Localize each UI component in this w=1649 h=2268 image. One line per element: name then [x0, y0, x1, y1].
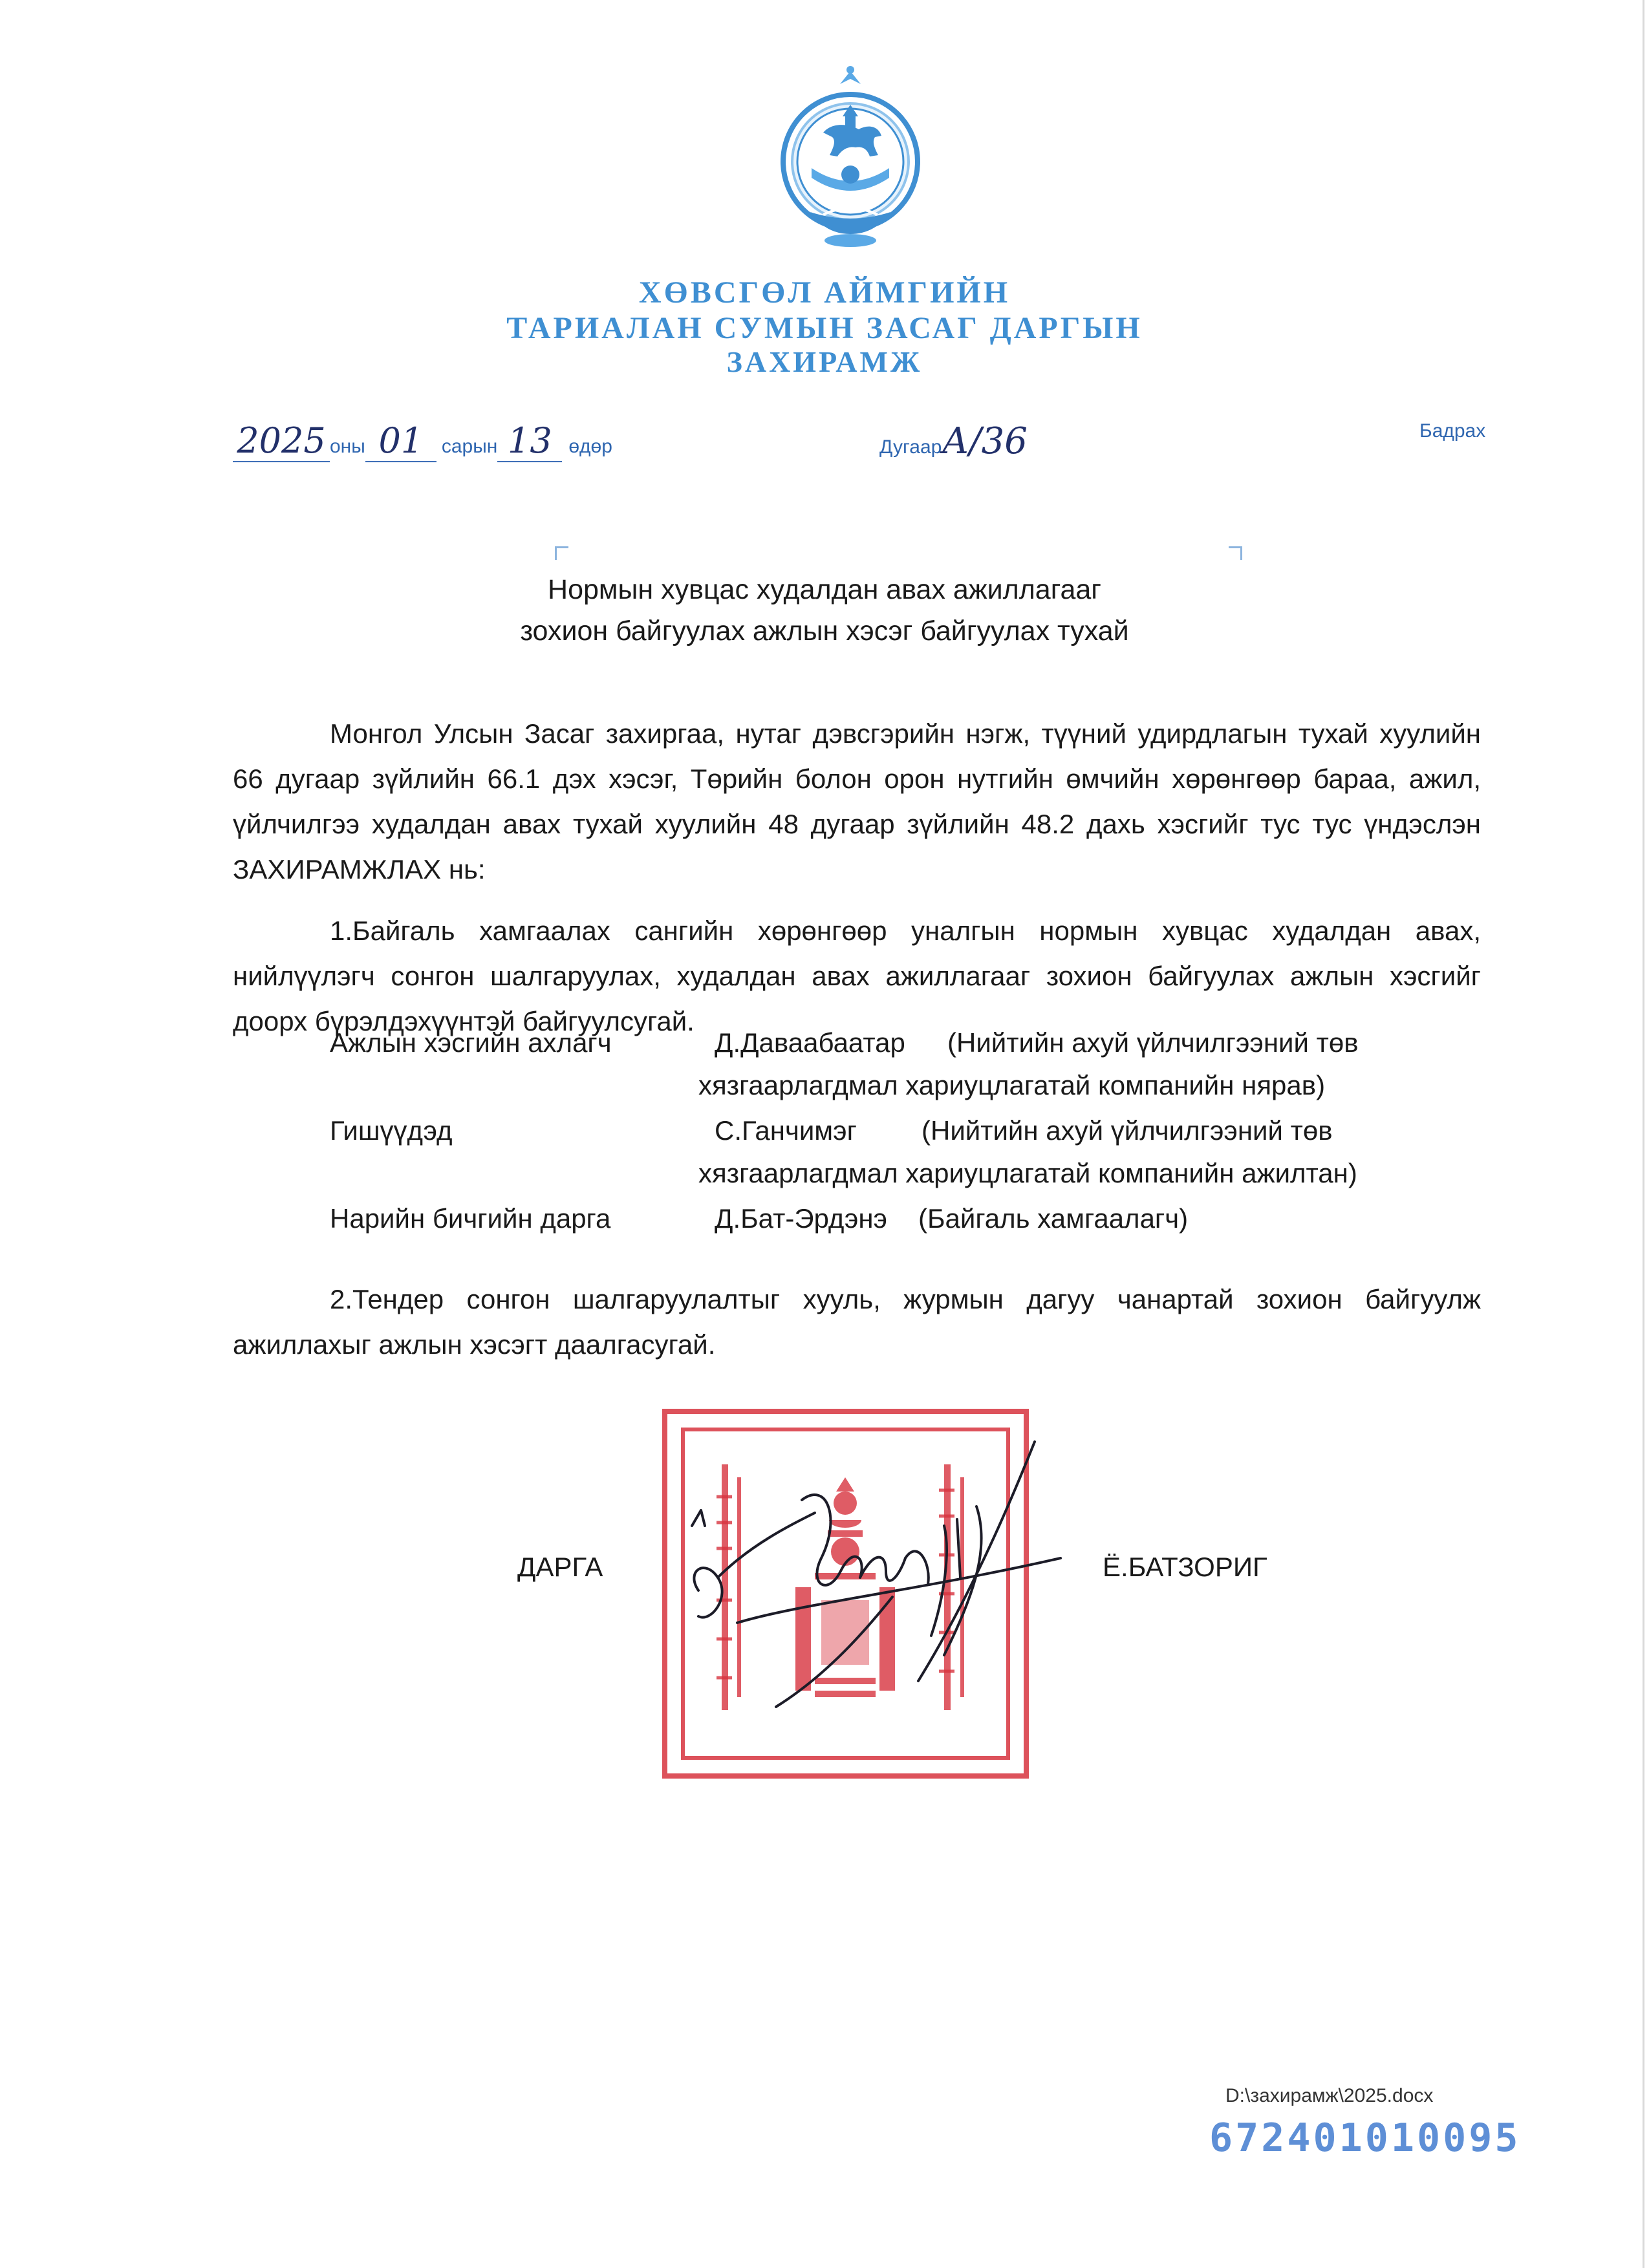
title-corner-right [1229, 546, 1242, 560]
date-day: 13 [497, 420, 562, 462]
preamble-text: Монгол Улсын Засаг захиргаа, нутаг дэвсгэрийн нэгж, түүний удирдлагын тухай хуулийн 66 дугаар зүйлийн 66.1 дэх хэсэг, Төрийн болон орон нутгийн өмчийн хөрөнгөөр бараа, ажил, үйлчилгээ худалдан авах тухай хуулийн 48 дугаар зүйлийн 48.2 дахь хэсгийг тус тус үндэслэн ЗАХИРАМЖЛАХ нь: [233, 718, 1481, 884]
header-line-3: ЗАХИРАМЖ [726, 345, 923, 378]
date-day-suffix: өдөр [568, 436, 612, 457]
date-field [233, 420, 612, 465]
member-desc-2a: (Нийтийн ахуй үйлчилгээний төв [921, 1115, 1333, 1146]
member-desc-1a: (Нийтийн ахуй үйлчилгээний төв [947, 1027, 1359, 1058]
member-role-1: Ажлын хэсгийн ахлагч [330, 1027, 612, 1058]
item-2-paragraph [233, 1277, 1481, 1367]
member-name-1: Д.Даваабаатар [715, 1027, 905, 1058]
item-1-text: 1.Байгаль хамгаалах сангийн хөрөнгөөр уналгын нормын хувцас худалдан авах, нийлүүлэгч сонгон шалгаруулах, худалдан авах ажиллагааг зохион байгуулах ажлын хэсгийг доорх бүрэлдэхүүнтэй байгуулсугай. [233, 915, 1481, 1036]
header-line-2: ТАРИАЛАН СУМЫН ЗАСАГ ДАРГЫН [506, 311, 1143, 345]
member-desc-2b: хязгаарлагдмал хариуцлагатай компанийн ажилтан) [698, 1158, 1357, 1188]
title-corner-left [555, 546, 568, 560]
date-month: 01 [365, 420, 436, 462]
member-desc-3a: (Байгаль хамгаалагч) [918, 1203, 1189, 1234]
item-2-text: 2.Тендер сонгон шалгаруулалтыг хууль, журмын дагуу чанартай зохион байгуулж ажиллахыг ажлын хэсэгт даалгасугай. [233, 1284, 1481, 1360]
member-name-2: С.Ганчимэг [715, 1115, 857, 1146]
preamble-paragraph [233, 711, 1481, 892]
member-name-3: Д.Бат-Эрдэнэ [715, 1203, 887, 1234]
place-name: Бадрах [1419, 420, 1486, 442]
title-line-2: зохион байгуулах ажлын хэсэг байгуулах тухай [520, 615, 1129, 647]
date-month-suffix: сарын [441, 436, 498, 457]
file-path: D:\захирамж\2025.docx [1225, 2085, 1434, 2106]
member-role-3: Нарийн бичгийн дарга [330, 1203, 611, 1234]
date-year: 2025 [233, 420, 330, 462]
number-label: Дугаар [879, 436, 942, 458]
signer-role: ДАРГА [517, 1552, 603, 1582]
number-value: А/36 [942, 420, 1028, 462]
title-line-1: Нормын хувцас худалдан авах ажиллагааг [548, 574, 1101, 605]
serial-number-stamp: 672401010095 [1209, 2115, 1521, 2161]
signer-name: Ё.БАТЗОРИГ [1103, 1552, 1267, 1582]
member-desc-1b: хязгаарлагдмал хариуцлагатай компанийн нярав) [698, 1070, 1326, 1100]
document-title [0, 569, 1649, 652]
document-number [879, 420, 1028, 465]
header-line-1: ХӨВСГӨЛ АЙМГИЙН [638, 275, 1011, 310]
signature-icon [673, 1429, 1099, 1733]
member-role-2: Гишүүдэд [330, 1115, 453, 1146]
date-year-suffix: оны [330, 436, 365, 457]
state-emblem-icon [778, 65, 923, 251]
